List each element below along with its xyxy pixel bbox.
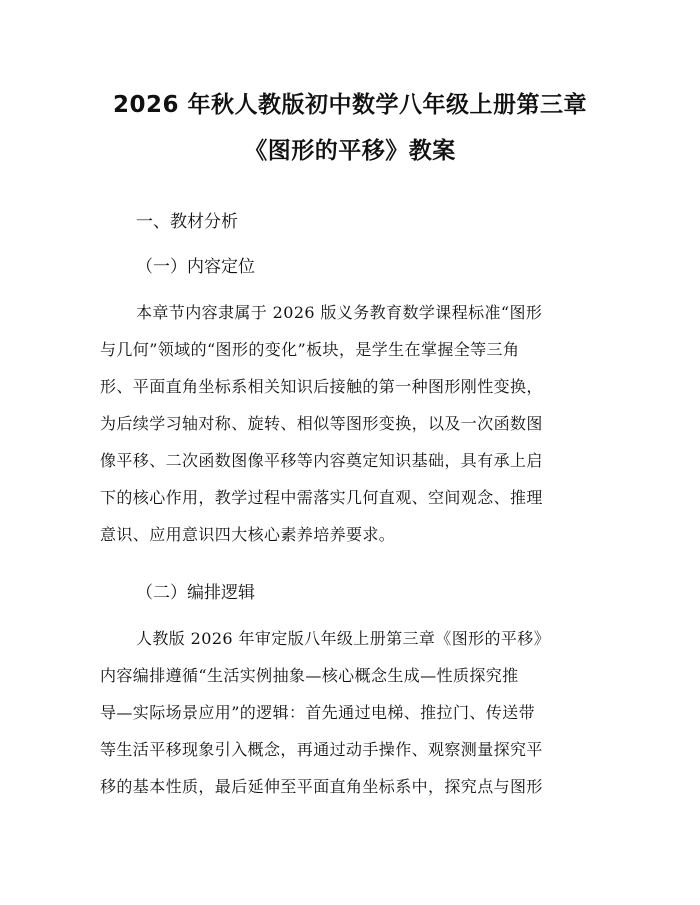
paragraph-line: 下的核心作用，教学过程中需落实几何直观、空间观念、推理 xyxy=(100,488,543,507)
subsection-heading-content-positioning: （一）内容定位 xyxy=(136,257,255,277)
document-title xyxy=(100,0,600,174)
title-line-1: 2026 年秋人教版初中数学八年级上册第三章 xyxy=(112,92,588,118)
title-line-2: 《图形的平移》教案 xyxy=(244,138,456,164)
paragraph-line: 移的基本性质，最后延伸至平面直角坐标系中，探究点与图形 xyxy=(100,777,543,796)
paragraph-line: 为后续学习轴对称、旋转、相似等图形变换，以及一次函数图 xyxy=(100,414,543,433)
subsection-heading-arrangement-logic: （二）编排逻辑 xyxy=(136,583,255,603)
paragraph-line: 像平移、二次函数图像平移等内容奠定知识基础，具有承上启 xyxy=(100,451,543,470)
paragraph-line: 意识、应用意识四大核心素养培养要求。 xyxy=(100,525,396,544)
paragraph-line: 人教版 2026 年审定版八年级上册第三章《图形的平移》 xyxy=(136,629,551,648)
paragraph-line: 与几何”领域的“图形的变化”板块，是学生在掌握全等三角 xyxy=(100,340,520,359)
paragraph-line: 内容编排遵循“生活实例抽象—核心概念生成—性质探究推 xyxy=(100,666,519,685)
paragraph-line: 形、平面直角坐标系相关知识后接触的第一种图形刚性变换， xyxy=(100,377,543,396)
paragraph-arrangement-logic xyxy=(100,620,600,805)
paragraph-line: 等生活平移现象引入概念，再通过动手操作、观察测量探究平 xyxy=(100,740,543,759)
paragraph-line: 导—实际场景应用”的逻辑：首先通过电梯、推拉门、传送带 xyxy=(100,703,535,722)
paragraph-line: 本章节内容隶属于 2026 版义务教育数学课程标准“图形 xyxy=(136,303,543,322)
section-heading-teaching-material-analysis: 一、教材分析 xyxy=(136,212,238,232)
paragraph-content-positioning xyxy=(100,294,600,553)
